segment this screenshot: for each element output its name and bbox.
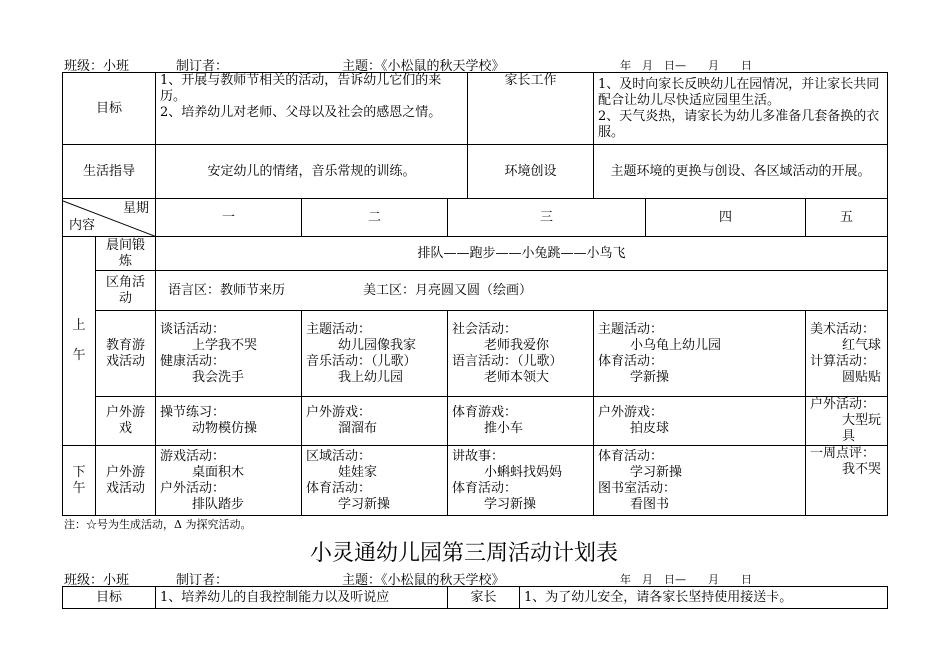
life-row (63, 145, 888, 199)
theme-label-2: 主题：《小松鼠的秋天学校》 (342, 573, 505, 588)
goals-row-2 (63, 587, 888, 609)
date-range-label: 年 月 日— 月 日 (620, 59, 752, 72)
edu-cell-mon: 谈话活动： 上学我不哭 健康活动： 我会洗手 (156, 311, 302, 397)
life-guidance-text: 安定幼儿的情绪，音乐常规的训练。 (156, 145, 468, 199)
parent-text-2: 1、为了幼儿安全，请各家长坚持使用接送卡。 (520, 587, 888, 609)
education-row (63, 311, 888, 397)
goal-item: 2、培养幼儿对老师、父母以及社会的感恩之情。 (160, 105, 442, 120)
outdoor-cell-fri: 户外活动： 大型玩具 (806, 397, 888, 446)
class-label-2: 班级：小班 (64, 573, 130, 588)
afternoon-row-label: 户外游戏活动 (96, 446, 156, 516)
pm-cell-thu: 体育活动： 学习新操 图书室活动： 看图书 (594, 446, 806, 516)
goals-row (63, 73, 888, 145)
weekly-plan-table (62, 72, 888, 516)
environment-text: 主题环境的更换与创设、各区域活动的开展。 (594, 145, 888, 199)
education-label: 教育游戏活动 (96, 311, 156, 397)
parent-item: 1、及时向家长反映幼儿在园情况，并让家长共同配合让幼儿尽快适应园里生活。 (598, 76, 880, 108)
afternoon-row (63, 446, 888, 516)
goals-label: 目标 (63, 73, 156, 145)
life-guidance-label: 生活指导 (63, 145, 156, 199)
outdoor-cell-thu: 户外游戏： 拍皮球 (594, 397, 806, 446)
outdoor-cell-mon: 操节练习： 动物模仿操 (156, 397, 302, 446)
morning-label: 上午 (63, 237, 96, 446)
week-corner-cell (63, 199, 156, 237)
goals-text (156, 73, 468, 145)
footnote: 注：☆号为生成活动，Δ 为探究活动。 (64, 518, 252, 531)
environment-label: 环境创设 (468, 145, 594, 199)
goals-text-2: 1、培养幼儿的自我控制能力以及听说应 (156, 587, 448, 609)
edu-cell-fri: 美术活动： 红气球 计算活动： 圆贴贴 (806, 311, 888, 397)
date-range-label-2: 年 月 日— 月 日 (620, 573, 752, 586)
week-corner-bottom: 内容 (69, 218, 96, 233)
pm-cell-wed: 讲故事： 小蝌蚪找妈妈 体育活动： 学习新操 (448, 446, 594, 516)
page-title: 小灵通幼儿园第三周活动计划表 (310, 541, 619, 566)
class-label: 班级：小班 (64, 59, 130, 74)
day-thu: 四 (646, 199, 806, 237)
outdoor-row (63, 397, 888, 446)
outdoor-label: 户外游戏 (96, 397, 156, 446)
area-label: 区角活动 (96, 271, 156, 311)
pm-cell-mon: 游戏活动： 桌面积木 户外活动： 排队踏步 (156, 446, 302, 516)
goals-label-2: 目标 (63, 587, 156, 609)
weekly-plan-table-2 (62, 586, 888, 609)
exercise-label: 晨间锻炼 (96, 237, 156, 271)
theme-label: 主题：《小松鼠的秋天学校》 (342, 59, 505, 74)
day-mon: 一 (156, 199, 302, 237)
author-label: 制订者： (176, 59, 229, 74)
author-label-2: 制订者： (176, 573, 229, 588)
goal-item: 1、开展与教师节相关的活动，告诉幼儿它们的来历。 (160, 73, 442, 104)
parent-work-text (594, 73, 888, 145)
parent-item: 2、天气炎热，请家长为幼儿多准备几套备换的衣服。 (598, 108, 880, 140)
exercise-text: 排队——跑步——小兔跳——小鸟飞 (156, 237, 888, 271)
morning-exercise-row (63, 237, 888, 271)
day-tue: 二 (302, 199, 448, 237)
week-corner-top: 星期 (123, 201, 150, 216)
edu-cell-wed: 社会活动： 老师我爱你 语言活动：（儿歌） 老师本领大 (448, 311, 594, 397)
parent-work-label: 家长工作 (468, 73, 594, 145)
edu-cell-thu: 主题活动： 小乌龟上幼儿园 体育活动： 学新操 (594, 311, 806, 397)
edu-cell-tue: 主题活动： 幼儿园像我家 音乐活动：（儿歌） 我上幼儿园 (302, 311, 448, 397)
weekday-row (63, 199, 888, 237)
parent-label-2: 家长 (448, 587, 520, 609)
outdoor-cell-tue: 户外游戏： 溜溜布 (302, 397, 448, 446)
area-row (63, 271, 888, 311)
pm-cell-fri: 一周点评： 我不哭 (806, 446, 888, 516)
day-wed: 三 (448, 199, 646, 237)
outdoor-cell-wed: 体育游戏： 推小车 (448, 397, 594, 446)
afternoon-label: 下午 (63, 446, 96, 516)
day-fri: 五 (806, 199, 888, 237)
pm-cell-tue: 区域活动： 娃娃家 体育活动： 学习新操 (302, 446, 448, 516)
area-text: 语言区：教师节来历 美工区：月亮圆又圆（绘画） (156, 271, 888, 311)
